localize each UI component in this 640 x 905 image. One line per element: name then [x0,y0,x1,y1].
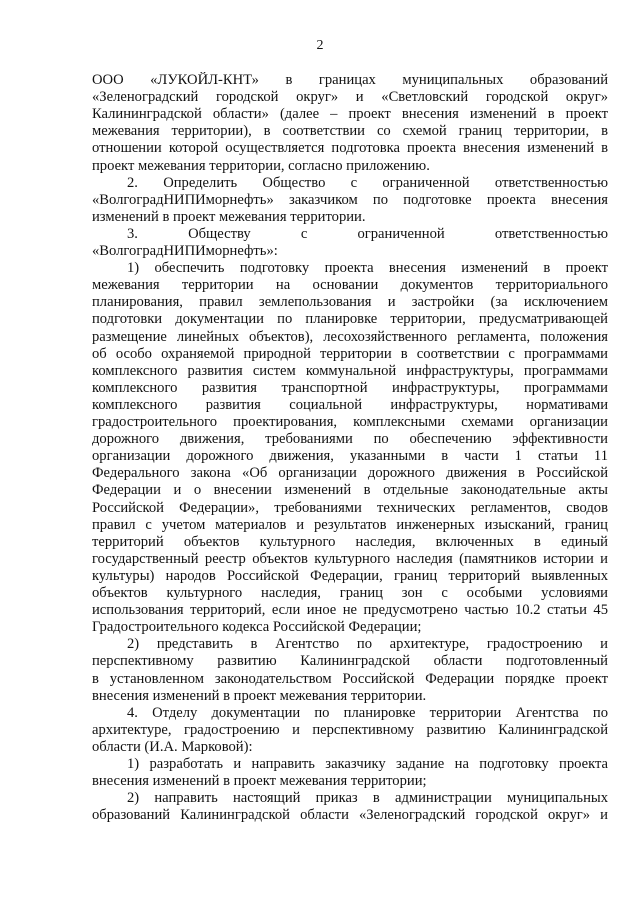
text-line: комплексного развития систем коммунальной инфраструктуры, программами [92,362,608,379]
text-line: 2. Определить Общество с ограниченной ответственностью [127,174,608,191]
text-line: внесения изменений в проект межевания территории. [92,687,427,704]
text-line: архитектуре, градостроению и перспективному развитию Калининградской [92,721,608,738]
text-line: образований Калининградской области «Зеленоградский городской округ» и [92,807,608,824]
text-line: организации дорожного движения, указанными в части 1 статьи 11 [92,448,608,465]
text-line: объектов культурного наследия, границ зон с особыми условиями [92,585,608,601]
text-line: «ВолгоградНИПИморнефть» заказчиком по подготовке проекта внесения [92,191,608,208]
text-line: межевания территории), в соответствии со схемой границ территории, в [92,123,608,140]
text-line: правил с учетом материалов и результатов инженерных изысканий, границ [92,516,608,533]
text-line: государственный реестр объектов культурного наследия (памятников истории и [92,550,608,567]
text-line: проект межевания территории, согласно приложению. [92,157,430,174]
text-line: использования территорий, если иное не предусмотрено частью 10.2 статьи 45 [92,602,608,619]
text-line: перспективному развитию Калининградской области подготовленный [92,653,608,670]
text-line: области (И.А. Марковой): [92,738,253,755]
text-line: «ВолгоградНИПИморнефть»: [92,243,278,259]
text-line: 2) представить в Агентство по архитектуре, градостроению и [127,636,608,653]
text-line: межевания территории на основании документов территориального [92,277,608,294]
text-line: дорожного движения, требованиями по обеспечению эффективности [92,431,608,448]
text-line: Федерации и о внесении изменений в отдельные законодательные акты [92,482,608,499]
text-line: культуры) народов Российской Федерации, границ территорий выявленных [92,567,608,584]
text-line: территорий объектов культурного наследия, включенных в единый [92,533,608,550]
text-line: планирования, правил землепользования и застройки (за исключением [92,294,608,311]
text-line: подготовки документации по планировке территории, предусматривающей [92,311,608,328]
text-line: в установленном законодательством Российской Федерации порядке проект [92,670,608,687]
text-line: 3. Обществу с ограниченной ответственностью [127,225,608,242]
text-line: «Зеленоградский городской округ» и «Светловский городской округ» [92,89,608,106]
text-line: 1) обеспечить подготовку проекта внесения изменений в проект [127,260,608,277]
text-line: градостроительного проектирования, комплексными схемами организации [92,414,608,430]
text-line: размещение линейных объектов), лесохозяйственного регламента, положения [92,328,608,345]
text-line: 1) разработать и направить заказчику задание на подготовку проекта [127,756,608,772]
text-line: отношении которой осуществляется подготовка проекта внесения изменений в [92,140,608,157]
text-line: комплексного развития социальной инфраструктуры, нормативами [92,396,608,413]
text-line: об особо охраняемой природной территории в соответствии с программами [92,345,608,362]
text-line: Российской Федерации», требованиями технических регламентов, сводов [92,499,608,516]
text-line: Градостроительного кодекса Российской Федерации; [92,619,422,636]
text-line: 2) направить настоящий приказ в администрации муниципальных [127,790,608,807]
text-line: комплексного развития транспортной инфраструктуры, программами [92,379,608,396]
text-line: Федерального закона «Об организации дорожного движения в Российской [92,465,608,482]
text-line: изменений в проект межевания территории. [92,208,366,225]
text-line: Калининградской области» (далее – проект внесения изменений в проект [92,106,608,123]
text-line: 4. Отделу документации по планировке территории Агентства по [127,704,608,721]
text-line: ООО «ЛУКОЙЛ-КНТ» в границах муниципальных образований [92,72,608,88]
text-line: внесения изменений в проект межевания территории; [92,773,427,790]
page-number: 2 [316,38,324,53]
